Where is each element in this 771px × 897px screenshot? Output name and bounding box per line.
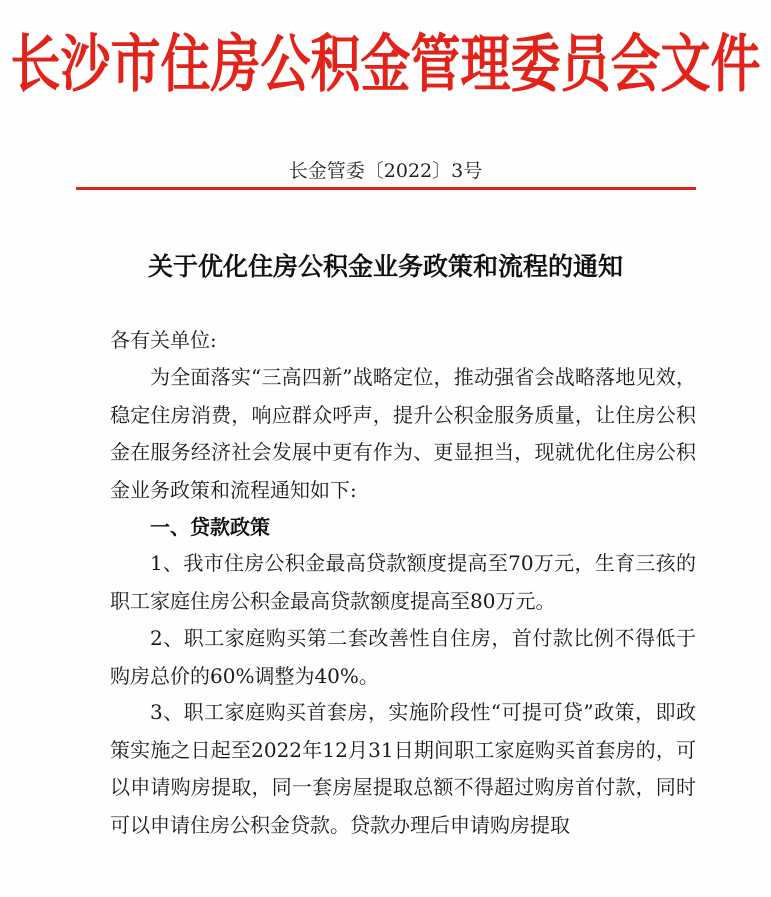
document-title: 关于优化住房公积金业务政策和流程的通知	[147, 252, 623, 281]
salutation: 各有关单位:	[110, 328, 217, 352]
issuer-header: 长沙市住房公积金管理委员会文件	[10, 27, 761, 101]
section-heading-loan-policy: 一、贷款政策	[150, 515, 270, 539]
policy-item-2: 2、职工家庭购买第二套改善性自住房，首付款比例不得低于购房总价的60%调整为40%。	[110, 626, 696, 688]
policy-item-1: 1、我市住房公积金最高贷款额度提高至70万元，生育三孩的职工家庭住房公积金最高贷款额度提高至80万元。	[110, 551, 696, 613]
document-number: 长金管委〔2022〕3号	[288, 160, 483, 182]
intro-paragraph: 为全面落实“三高四新”战略定位，推动强省会战略落地见效，稳定住房消费，响应群众呼声，提升公积金服务质量，让住房公积金在服务经济社会发展中更有作为、更显担当，现就优化住房公积金业务政策和流程通知如下:	[110, 365, 696, 502]
policy-item-3: 3、职工家庭购买首套房，实施阶段性“可提可贷”政策，即政策实施之日起至2022年12月31日期间职工家庭购买首套房的，可以申请购房提取，同一套房屋提取总额不得超过购房首付款，同时可以申请住房公积金贷款。贷款办理后申请购房提取	[110, 700, 696, 837]
red-divider-line	[76, 187, 696, 190]
